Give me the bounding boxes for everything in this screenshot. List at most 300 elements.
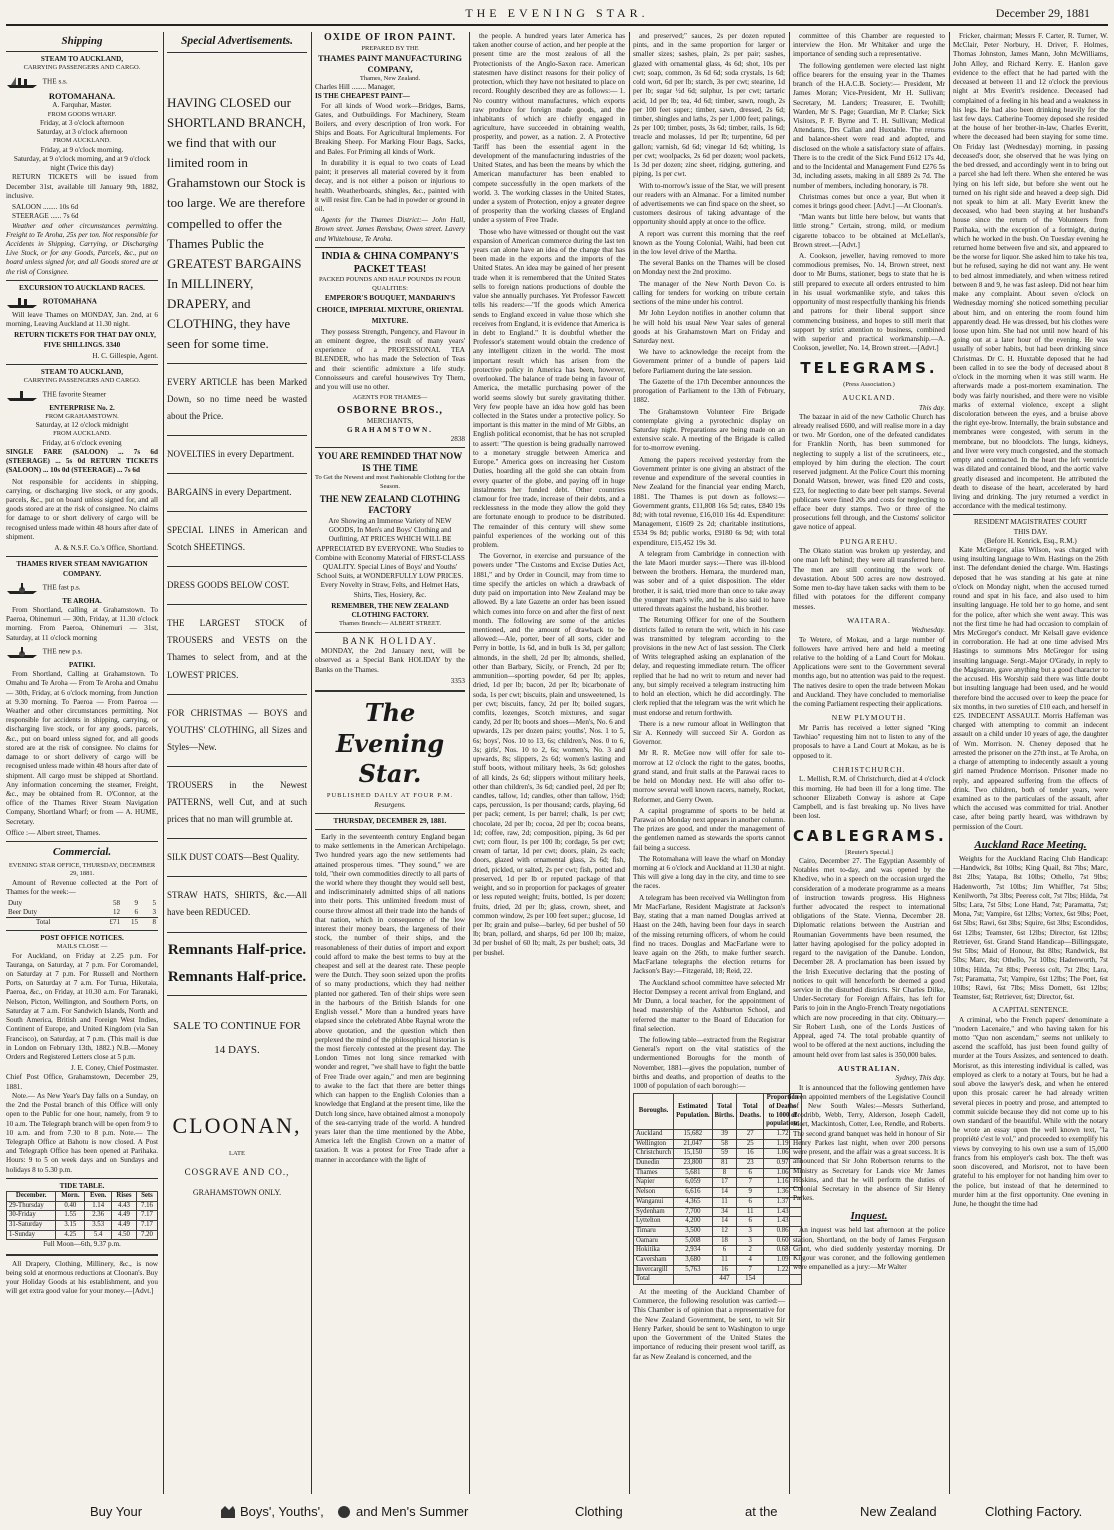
column-article-2 bbox=[473, 32, 625, 1494]
cell: 0.68 bbox=[764, 1246, 802, 1256]
cheapest-paint: IS THE CHEAPEST PAINT— bbox=[315, 92, 410, 101]
news-paragraph: At the meeting of the Auckland Chamber of Commerce, the following resolution was carried:—This Chamber is of opinion that a representative for the New Zealand Government, be sent, to wit Sir Henry Parker, should be sent to Washington to urge upon the Government of the United States the importance of reducing their present wool tariff, as far as New Zealand is concerned, and the bbox=[633, 1288, 785, 1361]
cell: 2.36 bbox=[85, 1211, 112, 1221]
news-paragraph: A report was current this morning that the reef known as the Young Colonial, Waihi, had been cut in the low level drive of the Martha. bbox=[633, 229, 785, 257]
motto: Resurgens. bbox=[374, 800, 406, 809]
ship3-prefix: THE favorite Steamer bbox=[42, 390, 107, 399]
cell: Caversham bbox=[634, 1255, 674, 1265]
table-row bbox=[634, 1226, 802, 1236]
remnants-banner: Remnants Half-price. bbox=[167, 968, 307, 985]
column-rule bbox=[629, 32, 630, 1494]
column-rule bbox=[949, 32, 950, 1494]
factory-text: Are Showing an Immense Variety of NEW GOODS, In Men's and Boys' Clothing and Outfitting, AT PRICES WHICH WILL BE APPRECIATED BY EVERYONE. Who Studies to Combine with Economy Material of FIRST-CLASS QUALITY. Special Lines of Boys' and Youths' School Suits, at WONDERFULLY LOW PRICES. Every Novelty in Straw, Felts, and Helmet Hats, Shirts, Ties, Hosiery, &c. bbox=[315, 516, 465, 599]
table-row bbox=[634, 1188, 802, 1198]
footer-factory: Clothing Factory. bbox=[985, 1504, 1083, 1519]
col-header: Morn. bbox=[56, 1192, 85, 1202]
cell: 1.36 bbox=[764, 1188, 802, 1198]
ship1-line: Friday, at 3 o'clock afternoon bbox=[39, 119, 125, 128]
reminded-text: To Get the Newest and most Fashionable Clothing for the Season. bbox=[315, 474, 465, 490]
cell: 8 bbox=[152, 918, 156, 927]
footer-nz: New Zealand bbox=[860, 1504, 937, 1519]
cell: 5,681 bbox=[674, 1168, 712, 1178]
steam-auckland-title: STEAM TO AUCKLAND, bbox=[40, 55, 124, 64]
news-paragraph: The several Banks on the Thames will be closed on Monday next the 2nd proximo. bbox=[633, 259, 785, 277]
ship1-line: Friday, at 9 o'clock morning. bbox=[40, 145, 124, 154]
cell: 12 bbox=[712, 1226, 737, 1236]
place-pungarehu: PUNGAREHU. bbox=[839, 536, 899, 546]
return2-sig: H. C. Gillespie, Agent. bbox=[92, 351, 158, 360]
cell: 4.25 bbox=[56, 1230, 85, 1240]
drapery-advt: All Drapery, Clothing, Millinery, &c., is now being sold at enormous reductions at Cloonan's. Buy your Holiday Goods at his establishment, and you will get extra good value for your money.—[Advt.] bbox=[6, 1259, 158, 1296]
news-paragraph: The Auckland school committee have selected Mr Hector Dempsey a recent arrival from England, and Mr Dunn, a local teacher, for the appointment of head mastership of the Ashburton School, and referred the matter to the Board of Education for final selection. bbox=[633, 978, 785, 1033]
telegram-text: The bazaar in aid of the new Catholic Church has already realised £600, and will realise more in a day or two. Mr Gordon, one of the defeated candidates for Franklin North, has been summoned for neglecting to supply a list of the scrutineers, etc., employed by him during the election. The court reserved judgment. At the Police Court this morning Donald Watson, brewer, was fined £20 and costs, £23, for neglecting to date beer pelt stamps. Several publicans were fined 20s and costs for neglecting to efface beer duty stamps. Two or three of the prosecutions fell through, and the Customs' solicitor gave notice of appeal. bbox=[793, 412, 945, 532]
cell: 14 bbox=[712, 1217, 737, 1227]
column-telegrams bbox=[793, 32, 945, 1494]
table-row bbox=[634, 1255, 802, 1265]
cablegrams-heading: CABLEGRAMS. bbox=[793, 827, 947, 846]
cell: 1.22 bbox=[764, 1265, 802, 1275]
cell: 7.17 bbox=[136, 1221, 157, 1231]
place-christchurch: CHRISTCHURCH. bbox=[832, 764, 906, 774]
cell: 11 bbox=[712, 1197, 737, 1207]
dress-goods-advt: DRESS GOODS BELOW COST. bbox=[167, 580, 290, 591]
cell: 0.86 bbox=[764, 1226, 802, 1236]
cell: 6 bbox=[737, 1197, 764, 1207]
cell: 16 bbox=[737, 1149, 764, 1159]
column-rule bbox=[311, 32, 312, 1494]
steam2-title: STEAM TO AUCKLAND, bbox=[40, 368, 124, 377]
cell: Auckland bbox=[634, 1130, 674, 1140]
post-text: For Auckland, on Friday at 2.25 p.m. For Tauranga, on Saturday, at 7 p.m. For Coromandel, on Saturday at 7 p.m. For Russell and Northern Ports, on Saturday at 7 a.m. For Turua, Hikutaia, Paeroa, &c., on Friday, at 10.30 a.m. For Taranaki, Nelson, Picton, Wellington, and Southern Ports, on Saturday at 7 a.m. For Sandwich Islands, North and South America, British and Foreign West Indies, Continent of Europe, and United Kingdom (via San Francisco), on Saturday, at 7 p.m. (This mail is due in London on February 13th, 1882.) N.B.—Money Orders and Registered Letters close at 5 p.m. bbox=[6, 951, 158, 1061]
ship1-line: Saturday, at 9 o'clock morning, and at 9 o'clock night (Twice this day) bbox=[13, 154, 151, 173]
paddle-steamer-icon bbox=[6, 581, 38, 595]
cell: 1.55 bbox=[56, 1211, 85, 1221]
cell: 5 bbox=[152, 899, 156, 908]
cell: 1.19 bbox=[764, 1139, 802, 1149]
cell: £71 bbox=[109, 918, 120, 927]
table-row bbox=[634, 1149, 802, 1159]
dateline: This day. bbox=[919, 403, 945, 412]
cell: 31-Saturday bbox=[7, 1221, 56, 1231]
cell: 3 bbox=[737, 1236, 764, 1246]
capital-sentence-text: A criminal, who the French papers' denominate a "modern Lacenaire," and who having taken for his motto "Quo non ascendam," seems not unlikely to ascend the scaffold, has just been found guilty of murder at the Tours Assizes, and sentenced to death. Morisrot, as this interesting individual is called, was employed as clerk to a notary at Tours, but he had a soul above the lawyer's desk, and when he entered upon this prosaic career he had already written several pieces in poetry and prose, and attempted to commit suicide because they did not come up to his own standard of the beautiful. While with the notary he wrote an essay upon the well known text, "la propriété c'est le vol," and proceeded to exemplify his views by conveying to his own use a sum of 15,000 francs from his employer's cash box. The theft was soon discovered, and Morisrot, not to have been grateful to his employer for not handing him over to the police, but instead of that he determined to murder him at the first opportunity. One evening in June, he thought the time had bbox=[953, 1015, 1108, 1208]
cell: 34 bbox=[712, 1207, 737, 1217]
cell: 1.09 bbox=[764, 1255, 802, 1265]
steamship-icon bbox=[6, 75, 38, 89]
ship3-line: Friday, at 6 o'clock evening bbox=[42, 438, 122, 447]
ship2-text: Will leave Thames on MONDAY, Jan. 2nd, at 6 morning, Leaving Auckland at 11.30 night. bbox=[6, 311, 158, 329]
footer-clothing: Clothing bbox=[575, 1504, 623, 1519]
column-courts-races bbox=[953, 32, 1108, 1494]
every-article-advt: EVERY ARTICLE has been Marked Down, so no time need be wasted about the Price. bbox=[167, 376, 307, 421]
news-paragraph: The following table—extracted from the Registrar General's report on the vital statistics of the undermentioned Boroughs for the month of November, 1881—gives the population, number of births and deaths, and proportion of deaths to the 1000 of population of each borough:— bbox=[633, 1035, 785, 1091]
cell: 23 bbox=[737, 1159, 764, 1169]
patiki-prefix: THE new p.s. bbox=[42, 647, 83, 656]
cell: 1.43 bbox=[764, 1217, 802, 1227]
col-header: Boroughs. bbox=[634, 1094, 674, 1130]
post-note: Note.— As New Year's Day falls on a Sunday, on the 2nd the Postal branch of this Office will only open to the Public for one hour, namely, from 9 to 10 a.m. The Telegraph branch will be open from 9 to 10 a.m. and from 7.30 to 8 p.m. Note.— The Telegraph Office at Bahotu is now closed. A Post and Telegraph Office has been opened at Parihaka. Hours: 9 to 5 on week days and on Sundays and holidays 8 to 5.30 p.m. bbox=[6, 1091, 158, 1174]
cell: 25 bbox=[737, 1139, 764, 1149]
table-row bbox=[7, 1201, 158, 1211]
fares-text: SINGLE FARE (SALOON) ... 7s 6d (STEERAGE) ... 5s 0d RETURN TICKETS (SALOON) ... 10s 0d (STEERAGE) ... 7s 6d bbox=[6, 447, 158, 475]
news-paragraph: A telegram from Cambridge in connection with the late Maori murder says:—There was ill-blood between the brothers. Hemara, the murdered man, was sober and of a quiet disposition. The elder brother, it is said, tried more than once to take away the younger man's wife, and he is also said to have uttered threats against the husband, his brother. bbox=[633, 549, 785, 614]
patiki-text: From Shortland, Calling at Grahamstown. To Omahu and Te Aroha — From Te Aroha and Omahu — 30th, Friday, at 6 o'clock morning, from Junction at 9.30 morning. To Paeroa — From Paeroa — Weather and other circumstances permitting. Not responsible for accidents in shipping, carrying, or discharging live stock, or for any goods, parcels, &c., put on board unless signed for, and all goods stored are at the risk of consignee. No claims for damage to or short delivery of cargo will be recognised unless made within 48 hours after date of shipment. All cargo must be shipped at Shortland. Any information concerning the steamer, Freight, &c., may be obtained from R. O'Connor, at the office of the Thames River Steam Navigation Company, Shortland Wharf; or from — A. HUME, Secretary. bbox=[6, 670, 158, 826]
cell: 4.49 bbox=[111, 1221, 136, 1231]
inquest-continued: Fricker, chairman; Messrs F. Carter, R. Turner, W. McClair, Peter Norbury, H. Driver, F. Holmes, Thomas Johnston, James Mann, John McWilliams, John Alley, and Richard Kerry. E. Hanlon gave evidence to the effect that he had parted with the deceased at between 11 and 12 o'clock the previous night at Mrs Everitt's residence. Deceased had complained of a feeling in his head and a weakness in his legs. He had also been drinking heavily for the last few days. Catherine Toomey deposed she resided at the house of her brother-in-law, Charles Everitt, where the deceased had been staying for some time. On Friday last (Wednesday) morning, in passing deceased's door, she observed that he was lying on the bed dressed, and accordingly went in to bring out a parcel she had left there. When she entered he was lying on his left side, but before she went out he turned on his right side and heaved a deep sigh. Did not speak to him at all. Mary Everitt knew the deceased, who had been staying at her husband's house since the return of the Volunteers from Parihaka, with the exception of a fortnight, during which he worked in the bush. On Tuesday evening he returned home between five and six, and appeared to be the worse for liquor. She asked him to take his tea, but he refused, saying he did not want any. He went to bed almost immediately, and when witness retired between 8 and 9, he was fast asleep. Did not hear him make any complaint. About seven o'clock on Wednesday morning' she noticed something peculiar about him, and on entering the room found him apparently dead. He was dressed, but his clothes were loose upon him. She had not until now heard of his going out at a later hour of the evening. He was usually of sober habits, but had been drinking since Christmas. Dr C. H. Huxtable deposed that he had been called in to see the body of deceased about 8 o'clock in the morning when it was still warm. He afterwards made a post-mortem examination. The body was fairly nourished, and there were no visible marks of external violence, except a slight discoloration between the eyes, and a bruise above the right eye-brow. Internally, the brain substance and membranes were congested, with serum in the membrane, but no bloodclots. The lungs, kidneys, and liver were very much congested, and the stomach empty and contracted. In the heart the left ventricle was dilated and contained blood, and the aortic valve greatly diseased and incompetent. He attributed the death to disease of the heart, accelerated by hard living and drinking. The jury returned a verdict in accordance with the medical testimony. bbox=[953, 32, 1108, 511]
thames-river-title: THAMES RIVER STEAM NAVIGATION COMPANY. bbox=[16, 560, 148, 578]
cell: Sydenham bbox=[634, 1207, 674, 1217]
cell: Wanganui bbox=[634, 1197, 674, 1207]
commercial-heading: Commercial. bbox=[52, 846, 112, 859]
cell: 23,800 bbox=[674, 1159, 712, 1169]
tearoha-text: From Shortland, calling at Grahamstown. To Paeroa, Ohinemuri — 30th, Friday, at 11.30 o'clock morning. From Paeroa, Ohinemuri — 31st, Saturday, at 11 o'clock morning bbox=[6, 606, 158, 642]
cell: 7 bbox=[737, 1265, 764, 1275]
prepared-by: PREPARED BY THE bbox=[361, 44, 419, 52]
news-paragraph: A. Cookson, jeweller, having removed to more commodious premises, No. 14, Brown street, next door to Mr Burns, stationer, begs to state that he is still prepared to execute all orders entrusted to him in his usual workmanlike style, and takes this opportunity of most respectfully thanking his friends and patrons for their liberal support since commencing business, and hopes to still merit that support by strict attention to business, combined with superior and practical workmanship.—A. Cookson, jeweller, No. 14, Brown street.—[Advt.] bbox=[793, 252, 945, 353]
cell: 3,680 bbox=[674, 1255, 712, 1265]
table-row bbox=[634, 1159, 802, 1169]
having-closed-advt: HAVING CLOSED our SHORTLAND BRANCH, we find that with our limited room in Grahamstown our Stock is too large. We are therefore compelled to offer the Thames Public the GREATEST BARGAINS In MILLINERY, DRAPERY, and CLOTHING, they have seen for some time. bbox=[167, 94, 306, 352]
ship3-line: Saturday, at 12 o'clock midnight bbox=[35, 421, 129, 430]
cell: 3,500 bbox=[674, 1226, 712, 1236]
return2-text: RETURN TICKETS FOR THAT DAY ONLY, FIVE SHILLINGS. 3340 bbox=[14, 331, 156, 349]
cell: 81 bbox=[712, 1159, 737, 1169]
telegram-text: Te Wetere, of Mokau, and a large number of followers have arrived here and held a meeting relative to the holding of a Land Court for Mokau. Applications were sent to the Government several months ago, but no attention was paid to the request. The natives desire to open the trade between Mokau and Auckland. They have concluded to memorialise the coming Parliament respecting their applications. bbox=[793, 635, 945, 709]
cell: 4 bbox=[737, 1255, 764, 1265]
ship1-from2: FROM AUCKLAND. bbox=[53, 137, 111, 145]
ship3-line: FROM GRAHAMSTOWN. bbox=[45, 412, 119, 420]
col-header: Sets bbox=[136, 1192, 157, 1202]
news-paragraph: The Returning Officer for one of the Southern districts failed to return the writ, which in his case was transmitted by telegram according to the provisions in the new Act of last session. The Clerk of Writs telegraphed asking an explanation of the delay, and requesting immediate return. The officer replied that he had no writ to return and never had any, but simply received a telegram instructing him to hold an election, which he did accordingly. The clerk replied that the telegram was the writ which he must endorse and return forthwith. bbox=[633, 616, 785, 717]
patiki-name: PATIKI. bbox=[68, 660, 96, 669]
cell: 11 bbox=[737, 1207, 764, 1217]
table-row bbox=[634, 1139, 802, 1149]
masthead: The Evening Star. bbox=[335, 698, 445, 789]
oxide-paint-title: OXIDE OF IRON PAINT. bbox=[323, 32, 457, 43]
news-paragraph: The following gentlemen were elected last night office bearers for the ensuing year in the Thames branch of the H.A.C.B. Society:— President, Mr James Moran; Vice-President, Mr H. Sullivan; Secretary, M. Landers; Treasurer, E. Twohill; Warden, Mr S. Page; Guardian, Mr P. Clarke; Sick Visitors, P. F. Byrne and T. H. Sullivan; Medical Attendants, Drs Callan and Huxtable. The returns and balance-sheet were read and adopted, and disclosed on the whole a satisfactory state of affairs. There is to the credit of the Sick Fund £612 17s 4d, and to the Incidental and Management Fund £276 5s 3d, including assets, making in all £889 2s 7d. The number of members, including honorary, is 78. bbox=[793, 61, 945, 190]
place-waitara: WAITARA. bbox=[847, 615, 891, 625]
table-row bbox=[634, 1207, 802, 1217]
paint-agents: Agents for the Thames District:— John Hall, Brown street. James Renshaw, Owen street. Lavery and Whitehouse, Te Aroha. bbox=[315, 216, 465, 243]
tea-agents: AGENTS FOR THAMES— bbox=[352, 394, 428, 402]
telegrams-heading: TELEGRAMS. bbox=[800, 359, 938, 378]
cell: 6 bbox=[737, 1168, 764, 1178]
largest-stock-advt: THE LARGEST STOCK of TROUSERS and VESTS on the Thames to select from, and at the LOWEST PRICES. bbox=[167, 618, 307, 680]
ship1-prefix: THE s.s. bbox=[42, 77, 68, 86]
cell: 15 bbox=[131, 918, 138, 927]
weather-text: Weather and other circumstances permitting. Freight to Te Aroha, 25s per ton. Not responsible for Accidents in Shipping, Carrying, or Discharging Live Stock, or for any Goods, Parcels, &c., put on board unless signed for, and all Goods stored are at the risk of Consignee. bbox=[6, 221, 158, 276]
page-header bbox=[0, 4, 1114, 26]
paint-durability: In durability it is equal to two coats of Lead paint; it preserves all material covered by it from decay, and is not either a poison or injurious to health. Weatherboards, shingles, &c., painted with it will resist fire. Can be had in powder or ground in oil. bbox=[315, 158, 465, 214]
place-auckland: AUCKLAND. bbox=[842, 392, 896, 402]
news-paragraph: Mr John Leydon notifies in another column that he will hold his usual New Year sales of general goods at his Grahamstown Mart on Friday and Saturday next. bbox=[633, 309, 785, 345]
ship3-name: ENTERPRISE No. 2. bbox=[49, 403, 115, 412]
paint-nz: Thames, New Zealand. bbox=[359, 74, 421, 82]
cell: 1.43 bbox=[764, 1207, 802, 1217]
cell: 0.60 bbox=[764, 1236, 802, 1246]
table-header-row bbox=[7, 1192, 158, 1202]
office-address: Office :— Albert street, Thames. bbox=[6, 828, 101, 837]
special-ads-heading: Special Advertisements. bbox=[180, 35, 293, 47]
ship1-line: Saturday, at 3 o'clock afternoon bbox=[36, 128, 128, 137]
cell: 58 bbox=[113, 899, 120, 908]
beer-label: Beer Duty bbox=[8, 908, 37, 917]
cell: 3.15 bbox=[56, 1221, 85, 1231]
cell: Dunedin bbox=[634, 1159, 674, 1169]
table-row bbox=[6, 918, 158, 927]
excursion-title: EXCURSION TO AUCKLAND RACES. bbox=[19, 283, 145, 292]
australian-heading: AUSTRALIAN. bbox=[837, 1063, 901, 1073]
news-paragraph: We have to acknowledge the receipt from the Government printer of a bundle of papers laid before Parliament during the late session. bbox=[633, 348, 785, 375]
cell: 12 bbox=[113, 908, 120, 917]
cell: 4.49 bbox=[111, 1211, 136, 1221]
col-header: Estimated Population. bbox=[674, 1094, 712, 1130]
clothing-factory-title: THE NEW ZEALAND CLOTHING FACTORY bbox=[319, 493, 461, 516]
cell: 5.4 bbox=[85, 1230, 112, 1240]
race-weights-text: Weights for the Auckland Racing Club Handicap:—Handwick, 8st 10lbs; King Quail, 8st 7lbs; Marc, 8st 2lbs; Yatapa, 8st 10lbs; Othello, 7st 9lbs; Hadenworth, 7st 10lbs; Jim Whiffler, 7st 5lbs; Kenilworth, 7st 3lbs; Peeress colt, 7st 7lbs; Hilda, 7st 5lbs; Lara, 7st 5lbs; Lone Hand, 7st; Paramatta, 7st; Mona, 7st; Vampire, 6st 12lbs; Vortex, 6st 9lbs; Poet, 6st 5lbs; Rawi, 6st 3lbs; Squire, 6st 3lbs; Escondidos, 6st 12lbs; Teamster, 6st 12lbs; Director, 6st 12lbs; Retriever, 6st. Grand Stand Handicap—Billingsgate, 9st 5lbs; Maid of Honour, 8st 8lbs; Randwick, 8st 5lbs; Marc, 8st; Othello, 7st 10lbs; Hadenworth, 7st 10lbs; Hilda, 7st 8lbs; Peeress colt, 7st 2lbs; Lara, 7st; Paramatta, 7st; Vampire, 6st 12lbs; The Poet, 6st 10lbs; Rawi, 6st 7lbs; Miss Domett, 6st 12lbs; Teamster, 6st; Retriever, 6st; Director, 6st. bbox=[953, 854, 1108, 1002]
footer-advert-strip bbox=[0, 1504, 1114, 1526]
cell: 18 bbox=[712, 1236, 737, 1246]
cell: 447 bbox=[712, 1275, 737, 1285]
table-row bbox=[634, 1246, 802, 1256]
cable-text: Cairo, December 27. The Egyptian Assembly of Notables met to-day, and was opened by the Khedive, who in a speech on the occasion urged the consideration of a moderate programme as a means of instruction towards progress. His Highness further advocated the respect to international obligations of the State. Vienna, December 28. Diplomatic relations between the Austrian and Roumanian Governments have been resumed, the latter having apologised for the policy adopted in regard to the navigation of the Danube. London, December 28. A proclamation has been issued by the Irish Executive declaring that the posting of notices to quit will henceforth be deemed a good service in the disturbed districts. Sir Charles Dilke, Under-Secretary for Foreign Affairs, has left for Paris to join in the Anglo-French Treaty negotiations which are now proceeding in that city. Obituary.— Sir Robert Lush, one of the Lords Justices of Appeal, aged 74. The total probable quantity of wool to be offered at the next auctions, including the amount held over from last sales is 350,000 bales. bbox=[793, 856, 945, 1059]
tide-table bbox=[6, 1191, 158, 1240]
ship3-line: FROM AUCKLAND. bbox=[53, 430, 111, 438]
late-label: LATE bbox=[229, 1150, 245, 1158]
special-lines-advt: SPECIAL LINES in American and Scotch SHEETINGS. bbox=[167, 525, 307, 553]
cell: 2,934 bbox=[674, 1246, 712, 1256]
place-new-plymouth: NEW PLYMOUTH. bbox=[831, 713, 907, 723]
edition-date: THURSDAY, DECEMBER 29, 1881. bbox=[333, 816, 447, 825]
cell: Timaru bbox=[634, 1226, 674, 1236]
cell: 58 bbox=[712, 1139, 737, 1149]
cell: 1.37 bbox=[764, 1197, 802, 1207]
cell: 7.17 bbox=[136, 1211, 157, 1221]
cell: 6,616 bbox=[674, 1188, 712, 1198]
australian-text: It is announced that the following gentlemen have been appointed members of the Legislative Council of New South Wales:—Messrs Sutherland, Brodribb, Webb, Terry, Alderson, Joseph Cadell, Mort, Mackintosh, Cotter, Lee, Rendle, and Roberts. The second grand banquet was held in honour of Sir Henry Parkes last night, when over 200 persons were present, and the affair was a great success. It is announced that Sir John Robertson returns to the Ministry as Secretary for Lands vice Mr James Hoskins, and that he will perform the duties of Colonial Secretary in the absence of Sir Henry Parkes. bbox=[793, 1083, 945, 1203]
rm-court-text: Kate McGregor, alias Wilson, was charged with using insulting language to Wm. Hastings on the 26th inst. The defendant denied the charge. Wm. Hastings deposed that he was standing at his gate at nine o'clock on Monday night, when the accused turned round and spat in his face, and also used to him insulting language. He told her to go home, and sent for the police, after which she went away. This was not the first time he had had occasion to complain of Mrs McGregor's conduct. Mr Kelsall gave evidence in corroboration. He had at one time advised Mrs Hastings to summons Mrs McGregor for using insulting language. Sergt.-Major O'Grady, in reply to the Magistrate, gave anything but a good character to the accused. His Worship said there was little doubt but insulting language had been used, and he would therefore bind the accused over to keep the peace for six months, in two sureties of £10 each, and herself in £25. INDECENT ASSAULT. Morris Haffeman was charged with attempting to commit an indecent assault on a child under 10 years of age, the daughter of Wm. Morrison. N. Cheney deposed that he arrested the prisoner on the 27th inst., at Te Aroha, on a charge of attempting to indecently assault a young girl named Prudence Morrison. Prisoner made no reply, and appeared suffering from the effects of drink. Two children, both of tender years, were examined as to the particulars of the assault, after which the accused was committed for trial. Another case, after being partly heard, was withdrawn by permission of the Court. bbox=[953, 546, 1108, 831]
silk-dust-advt: SILK DUST COATS—Best Quality. bbox=[167, 852, 300, 863]
article-paragraph: The Governor, in exercise and pursuance of the powers under "The Customs and Excise Duties Act, 1881," and by Order in Council, may from time to time specify the articles on which a drawback of duty paid on importation into New Zealand may be allowed. By a late Gazette an order has been issued which comes into force on and after the first of next month. The following are some of the articles mentioned, and the amount of drawback to be allowed:—Ale, porter, beer of all sorts, cider and Perry in bottle, 1s 6d, and in bulk 1s 3d, per gallon; almonds, in the shell, 2d per lb; almonds, shelled, other than Barbary, Sicily, or French, 2d per lb; ammunition—sporting powder, 6d per lb; apples, dried, 1d per lb; bacon, 2d per lb; bicarbonate of soda, 1s per cwt; biscuits, plain and unsweetened, 1s per cwt; biscuits, fancy, 2d per lb; boiled sugars, comfits, lozenges, Scotch mixtures, and sugar candy, 2d per lb; boots and shoes—Men's, No. 6 and upwards, 12s per dozen pairs; youths', Nos. 1 to 5, 6s; boys', Nos. 10 to 13, 6s; children's, Nos. 0 to 6, 3s; girls', Nos. 10 to 2, 6s; women's, No. 3 and upwards, 8s; slippers, 2s 6d; women's lasting and stuff boots, without military heels, 3s 6d; goloshes of all kinds, 2s 6d; slippers without military heels, other than children's, 3s 6d; candied peel, 2d per lb; candles, tallow, 1d; candles, other than tallow, 1½d; caps, percussion, 1s per thousand; cards, playing, 6d per pack; cement, 1s per barrel; chalk, 1s per cwt; chocolate, 2d per lb; cocoa, 2d per lb; cocoa beans, 1d; coffee, raw, 2d; composition, piping, 3s 6d per cwt; corn flour, 1s per 100 lb; cordage, 5s per cwt; cream of tartar, 1d per cwt; doors, plain, 2s each; doors, glazed with ornamental glass, 2s 6d; fish, dried, pickled, or salted, 2s per cwt; fish, potted and preserved, 1d per lb or reputed package of that weight, and so in proportion for packages of greater or less reputed weight; fruits, bottled, 1s per dozen; fruits, dried, 2d per lb; glass, crown, sheet, and common window, 2s per 100 feet super.; glucose, 1d per lb; grain and pulse—barley, 6d per bushel of 50 lb; bran, pollard, and sharps, 6d per 100 lb; maize, 3d per bushel of 60 lb; malt, 2s per bushel; oats, 3d per bushel. bbox=[473, 552, 625, 957]
cell: 5,763 bbox=[674, 1265, 712, 1275]
cell: 154 bbox=[737, 1275, 764, 1285]
cell: 17 bbox=[712, 1178, 737, 1188]
bargains-advt: BARGAINS in every Department. bbox=[167, 486, 292, 497]
race-meeting-heading: Auckland Race Meeting. bbox=[974, 838, 1087, 851]
ship1-from: FROM GOODS WHARF. bbox=[47, 110, 117, 118]
inquest-text: An inquest was held last afternoon at the police station, Shortland, on the body of James Ferguson Grant, who died suddenly yesterday morning. Dr Kilgour was coroner, and the following gentlemen were empanelled as a jury:—Mr Walter bbox=[793, 1226, 945, 1272]
column-shipping bbox=[6, 32, 158, 1494]
packed-teas: PACKED POUNDS AND HALF POUNDS IN FOUR QUALITIES: bbox=[318, 276, 462, 292]
cosgrave-name: COSGRAVE AND CO., bbox=[184, 1166, 290, 1177]
grahamstown-label: GRAHAMSTOWN. bbox=[347, 425, 433, 434]
grahamstown-only: GRAHAMSTOWN ONLY. bbox=[192, 1188, 282, 1198]
paddle-steamer-icon bbox=[6, 645, 38, 659]
inquest-heading: Inquest. bbox=[850, 1210, 888, 1223]
cell: 5,008 bbox=[674, 1236, 712, 1246]
rm-court-heading: RESIDENT MAGISTRATES' COURT bbox=[974, 518, 1087, 527]
table-row bbox=[7, 1230, 158, 1240]
factory-emblem-icon bbox=[220, 1505, 236, 1519]
table-row bbox=[634, 1178, 802, 1188]
cell: 6 bbox=[712, 1246, 737, 1256]
cell: 0.40 bbox=[56, 1201, 85, 1211]
paint-uses: For all kinds of Wood work—Bridges, Barns, Gates, and Outbuildings. For Machinery, Steam Boilers, and every description of Iron work. For Ships and Boats. For Agricultural Implements. For Breaking Sheep. For Marking Flour Bags, Sacks, and Bales. For Priming all kinds of Work. bbox=[315, 101, 465, 156]
cell: 14 bbox=[712, 1188, 737, 1198]
cell: Napier bbox=[634, 1178, 674, 1188]
news-paragraph: Among the papers received yesterday from the Government printer is one giving an abstract of the revenue and expenditure of the several counties in New Zealand for the financial year ending March, 1881. The Thames is put down as follows:—Government grants, £11,808 16s 5d; rates, £840 19s 8d; with total revenue, £16,010 16s 4d. Expenditure: Management, £1609 2s 2d; charitable institutions, £534 9s 8d; public works, £9180 6s 9d; with total expenditure, £15,452 19s 3d. bbox=[633, 455, 785, 547]
cell: Nelson bbox=[634, 1188, 674, 1198]
newspaper-title: THE EVENING STAR. bbox=[465, 6, 649, 20]
trousers-advt: TROUSERS in the Newest PATTERNS, well Cut, and at such prices that no man will grumble at. bbox=[167, 779, 307, 825]
steerage-fare: STEERAGE ...... 7s 6d bbox=[12, 212, 79, 221]
factory-emblem-icon bbox=[336, 1505, 352, 1519]
cell: 59 bbox=[712, 1149, 737, 1159]
telegram-text: The Okato station was broken up yesterday, and one man left behind; they were all transferred here. The men are still continuing the work of devastation. About 500 acres are now destroyed. Some men to-day have taken sacks with them to be filled with potatoes for the different company messes. bbox=[793, 547, 945, 611]
article-paragraph: Those who have witnessed or thought out the vast expansion of American commerce during the last ten years can alone have an idea of the change that has been made in the exports and the imports of the United States. An idea may be gained of her present trade when it is remembered that the United States sells to foreign nations productions of double the value she annually purchases. Yet Professor Fawcett tells his readers:—"If the goods which America sends to England exceed in value those which she receives from England, it is evidence that America is in debt to England." It is doubtful whether the Professor's statement would obtain the credence of any intelligent citizen in the world. The most important result which has arisen from the protective policy in America has been, however, overlooked. The balance of trade being in favour of America, the metallic purchasing power of the world seems slowly but surely gravitating thither. Very few people have an idea how gold has been collected in the States under a protective policy. So important is this matter in the mind of Mr Gibbs, an English political economist, that he has not scrupled to assert: "The question is being gradually narrowed to a monetary struggle between America and Europe." America goes on increasing her Custom Duties, hoarding all the gold she can obtain from every quarter of the globe, and paying off in huge instalments her funded debt. Other countries clamour for free trade, increase of their debts, and a recklessness in the mode they allow the gold they are fortunate enough to produce to be distributed. The remainder of this century will shew some painful experiences of the working out of this problem. bbox=[473, 227, 625, 550]
cell: 1.06 bbox=[764, 1168, 802, 1178]
advt-number: 2838 bbox=[450, 435, 465, 444]
cell: 7 bbox=[737, 1178, 764, 1188]
capital-sentence-heading: A CAPITAL SENTENCE. bbox=[992, 1006, 1069, 1015]
christmas-advt: FOR CHRISTMAS — BOYS and YOUTHS' CLOTHING, all Sizes and Styles—New. bbox=[167, 707, 307, 752]
cell: 16 bbox=[712, 1265, 737, 1275]
cell: 4.43 bbox=[111, 1201, 136, 1211]
cell: 1-Sunday bbox=[7, 1230, 56, 1240]
column-rule bbox=[163, 32, 164, 1494]
footer-buy: Buy Your bbox=[90, 1504, 143, 1519]
table-row bbox=[634, 1265, 802, 1275]
news-paragraph: The Rotomahana will leave the wharf on Monday morning at 6 o'clock and Auckland at 11.30 at night. This will give a long day in the city, and time to see the races. bbox=[633, 854, 785, 891]
footer-at-the: at the bbox=[745, 1504, 778, 1519]
cell: Wellington bbox=[634, 1139, 674, 1149]
cell: 8 bbox=[712, 1168, 737, 1178]
news-paragraph: The Gazette of the 17th December announces the prorogation of Parliament to the 13th of February, 1882. bbox=[633, 377, 785, 405]
cell: 9 bbox=[134, 899, 138, 908]
tide-table-title: TIDE TABLE. bbox=[59, 1181, 105, 1190]
ship1-master: A. Farquhar, Master. bbox=[52, 101, 112, 110]
newspaper-date: December 29, 1881 bbox=[995, 6, 1090, 20]
cell: 6 bbox=[134, 908, 138, 917]
table-row bbox=[634, 1197, 802, 1207]
column-local-news bbox=[633, 32, 800, 1494]
ship1-name: ROTOMAHANA. bbox=[48, 90, 116, 101]
header-rule bbox=[6, 24, 1108, 26]
news-paragraph: "Man wants but little here below, but wants that little strong." Certain, strong, mild, or medium cigarette tobacco to be obtained at McLellan's, Brown street.—[Advt.] bbox=[793, 213, 945, 249]
cell: 4,365 bbox=[674, 1197, 712, 1207]
tearoha-prefix: THE fast p.s. bbox=[42, 583, 81, 592]
cell: 29-Thursday bbox=[7, 1201, 56, 1211]
post-office-place: Chief Post Office, Grahamstown, December 29, 1881. bbox=[6, 1073, 158, 1091]
cell: 30-Friday bbox=[7, 1211, 56, 1221]
osborne-bros: OSBORNE BROS., bbox=[337, 403, 443, 416]
steam-auckland-sub: CARRYING PASSENGERS AND CARGO. bbox=[23, 64, 141, 72]
cell: 3 bbox=[737, 1226, 764, 1236]
news-paragraph: There is a new rumour afloat in Wellington that Sir A. Kennedy will succeed Sir A. Gordon as Governor. bbox=[633, 719, 785, 747]
cell: 7,700 bbox=[674, 1207, 712, 1217]
table-row bbox=[7, 1211, 158, 1221]
table-row bbox=[7, 1221, 158, 1231]
rm-before: (Before H. Kenrick, Esq., R.M.) bbox=[984, 536, 1077, 545]
news-paragraph: Mr R. R. McGee now will offer for sale to-morrow at 12 o'clock the right to the gates, booths, grand stand, and fruit stalls at the Parawai races to be held on Monday next. He will also offer to-morrow several well known racers, namely, Rocket, Reformer, and Gerry Owen. bbox=[633, 749, 785, 804]
cell: Lyttelton bbox=[634, 1217, 674, 1227]
table-row bbox=[634, 1130, 802, 1140]
table-row bbox=[634, 1236, 802, 1246]
news-paragraph: committee of this Chamber are requested to interview the Hon. Mr Whitaker and urge the importance of sending such a representative. bbox=[793, 32, 945, 59]
dateline: Sydney, This day. bbox=[895, 1074, 945, 1083]
cell: Total bbox=[634, 1275, 674, 1285]
notresp-text: Not responsible for accidents in shipping, carrying, or discharging live stock, or any goods, parcels, &c., put on board unless signed for, and all goods stored are at the risk of consignee. No claims for damage to or short delivery of cargo will be recognised unless made within 48 hours after date of shipment. bbox=[6, 477, 158, 541]
table-row bbox=[634, 1217, 802, 1227]
news-paragraph: and preserved;" sauces, 2s per dozen reputed pints, and in the same proportion for larger or smaller sizes; sashes, plain, 2s per pair; sashes, glazed with ornamental glass, 4s 6d; shot, 10s per cwt; soap, common, 3s 6d 6d; soda crystals, 1s 6d; cold wort, 6d per lb; starch, 3s per cwt; stearine, 1d per lb; sugar ½d 6d; sulphur, 1s per cwt; tartaric acid, 1d per lb; tea, 4d 6d; timber, sawn, rough, 2s per 100 feet super.; timber, sawn, dressed, 2s 6d; timber, shingles and laths, 2s per 1,000 feet; palings, 2s per 100; timber, posts, 3s 6d; timber, rails, 1s 6d; treacle and molasses, 1d per lb; turpentine, 6d per gallon; varnish, 6d 6d; vinegar 1d 6d; whiting, 1s per cwt; woolpacks, 2s 6d per dozen; wool packets, 1s 3d per dozen; zinc sheet, ridging, guttering, and piping, 1s per cwt. bbox=[633, 32, 785, 179]
press-association: (Press Association.) bbox=[843, 380, 895, 388]
total-label: Total bbox=[36, 918, 51, 927]
column-rule bbox=[469, 32, 470, 1494]
published-line: PUBLISHED DAILY AT FOUR P.M. bbox=[326, 792, 454, 800]
col-header: December. bbox=[7, 1192, 56, 1202]
nsf-office: A. & N.S.F. Co.'s Office, Shortland. bbox=[54, 544, 158, 553]
straw-hats-advt: STRAW HATS, SHIRTS, &c.—All have been REDUCED. bbox=[167, 890, 307, 918]
merchants-label: MERCHANTS, bbox=[366, 416, 414, 425]
cell: 11 bbox=[712, 1255, 737, 1265]
article-paragraph: the people. A hundred years later America has taken another course of action, and her people at the present time are the most zealous of all the Protectionists of the Anglo-Saxon race. American statesmen have distinct reasons for their policy of protection, which they have not hesitated to place on record. Roughly described they are as follows:— 1. No country without manufactures, which exports raw produce for foreign made goods, and the inhabitants of which are chiefly engaged in agriculture, have succeeded in obtaining wealth, prosperity, and power, as a nation. 2. A Protective Tariff has been the essential agent in the development of the manufacturing industries of the United States, and has been the means by which the American manufacturer has been enabled to compete successfully in the open markets of the world. 3. The working classes in the United States, under a system of Protection, enjoy a greater degree of prosperity than the working classes of England under a system of Free Trade. bbox=[473, 32, 625, 225]
cell: Invercargill bbox=[634, 1265, 674, 1275]
population-table bbox=[633, 1093, 802, 1285]
footer-boys: Boys', Youths', bbox=[240, 1504, 324, 1519]
cell: 39 bbox=[712, 1130, 737, 1140]
dateline: Wednesday. bbox=[911, 626, 945, 635]
telegram-text: Mr Parris has received a letter signed "King Tawhiao" requesting him not to listen to any of the proposals to have a Land Court at Mokau, as he is opposed to it. bbox=[793, 723, 945, 760]
steamship-icon bbox=[6, 295, 38, 309]
bank-holiday-text: MONDAY, the 2nd January next, will be observed as a Special Bank HOLIDAY by the Banks on the Thames. bbox=[315, 647, 465, 674]
news-paragraph: Christmas comes but once a year, But when it comes it brings good cheer. [Advt.] —At Cloonan's. bbox=[793, 192, 945, 210]
cell bbox=[674, 1275, 712, 1285]
cell: 15,682 bbox=[674, 1130, 712, 1140]
cell: 1.14 bbox=[85, 1201, 112, 1211]
column-special-ads bbox=[167, 32, 307, 1494]
col-header: Proportion of Deaths to 1000 of population. bbox=[764, 1094, 802, 1130]
cell: 1.16 bbox=[764, 1178, 802, 1188]
india-china-title: INDIA & CHINA COMPANY'S PACKET TEAS! bbox=[321, 250, 459, 275]
reuters-special: [Reuter's Special.] bbox=[845, 848, 893, 856]
cell: 21,047 bbox=[674, 1139, 712, 1149]
telegram-text: L. Mellish, R.M. of Christchurch, died at 4 o'clock this morning. He had been ill for a long time. The schooner Elizabeth Conway is ashore at Cape Campbell, and is fast breaking up. No lives have been lost. bbox=[793, 775, 945, 821]
cell: 4,200 bbox=[674, 1217, 712, 1227]
cell: 0.97 bbox=[764, 1159, 802, 1169]
col-header: Even. bbox=[85, 1192, 112, 1202]
shipping-heading: Shipping bbox=[61, 35, 103, 47]
factory-branch: Thames Branch:— ALBERT STREET. bbox=[339, 620, 441, 628]
cell: 7.16 bbox=[136, 1201, 157, 1211]
cell: 4.50 bbox=[111, 1230, 136, 1240]
remnants-banner: Remnants Half-price. bbox=[167, 941, 307, 958]
lead-article: Early in the seventeenth century England began to make settlements in the American Archipelago. Two hundred years ago the new settlements had attained prosperous times. "They sound," we are told, "their own commodities directly to all parts of the world where they thought they would sell best, and indiscriminately admitted ships of all nations into their ports. This unlimited freedom must of course throw almost all their trade into the hands of that nation, which in consequence of the low interest their money bears, the largeness of their stock, the number of their ships, and the reasonableness of their duties of import and export could afford to make the best terms to buy at the cheapest and sell at the dearest rate. These people were the Dutch. They soon seized upon the profits of so many productions, which they had neither planted nor gathered. Ten of their ships were seen in the harbours of the British Islands for one English vessel." More than a hundred years have elapsed since the celebrated Abbe Raynal wrote the above quotation, and the question which then perplexed the mind of the philosophical historian is the most fiercely contested at the present day. The London Times not long since remarked with wonder and regret, "we shall have to fight the battle of Free Trade over again," and men are beginning to awake to the fact that there are better things which can happen to the English Colonies than a knowledge that England at the present time, like the Dutch long since, have obtained almost a monopoly of the sea-carrying trade of the world. A hundred years later than the time mentioned by the Abbe, America left the English Crown on a matter of taxation. It was a protest for Free Trade after a manner in accordance with the light of bbox=[315, 832, 465, 1164]
return-tickets-text: RETURN TICKETS will be issued from December 31st, available till January 9th, 1882, inclusive. bbox=[6, 173, 158, 200]
cell: 3 bbox=[152, 908, 156, 917]
remember-text: REMEMBER, THE NEW ZEALAND CLOTHING FACTORY. bbox=[331, 601, 449, 620]
table-row bbox=[6, 908, 158, 917]
evening-office: EVENING STAR OFFICE, THURSDAY, DECEMBER 29, 1881. bbox=[8, 862, 156, 878]
teas-text: They possess Strength, Pungency, and Flavour in an eminent degree, the result of many years' experience of a PROFESSIONAL TEA BLENDER, who has made the Selection of Teas and their scientific admixture a life study. Connoisseurs and careful housewives Try Them, and you will use no other. bbox=[315, 327, 465, 391]
post-sig: J. E. Coney, Chief Postmaster. bbox=[71, 1064, 158, 1073]
column-paint-teas bbox=[315, 32, 465, 1494]
cell: Thames bbox=[634, 1168, 674, 1178]
table-header-row bbox=[634, 1094, 802, 1130]
tearoha-name: TE AROHA. bbox=[62, 596, 102, 605]
sale-advt: SALE TO CONTINUE FOR 14 DAYS. bbox=[173, 1019, 301, 1057]
bank-holiday-title: BANK HOLIDAY. bbox=[342, 635, 438, 646]
amount-text: Amount of Revenue collected at the Port of Thames for the week:— bbox=[6, 878, 158, 896]
